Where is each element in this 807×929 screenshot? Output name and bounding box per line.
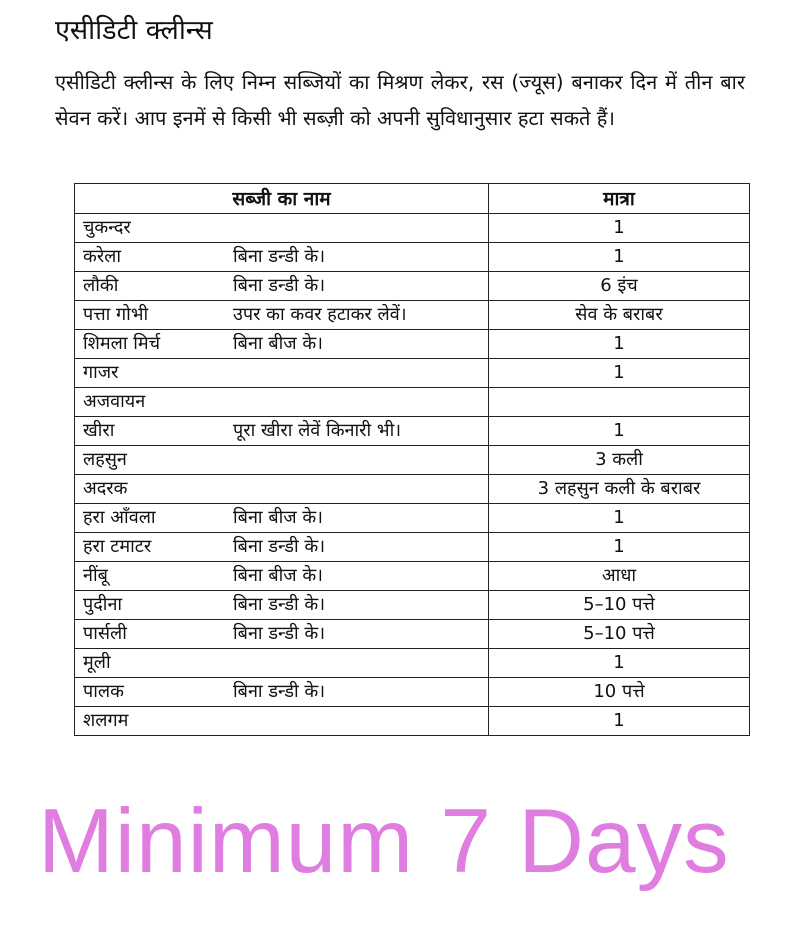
quantity-cell: 1 xyxy=(489,359,750,388)
vegetable-table xyxy=(74,183,750,736)
vegetable-name: लौकी xyxy=(83,275,119,296)
vegetable-cell xyxy=(75,214,489,243)
vegetable-note: बिना बीज के। xyxy=(233,333,323,354)
vegetable-cell xyxy=(75,330,489,359)
quantity-cell: 10 पत्ते xyxy=(489,678,750,707)
vegetable-cell xyxy=(75,272,489,301)
vegetable-cell xyxy=(75,301,489,330)
vegetable-note: बिना डन्डी के। xyxy=(233,681,326,702)
vegetable-cell xyxy=(75,562,489,591)
quantity-cell: 1 xyxy=(489,707,750,736)
vegetable-cell xyxy=(75,533,489,562)
vegetable-name: करेला xyxy=(83,246,122,267)
quantity-cell: सेव के बराबर xyxy=(489,301,750,330)
vegetable-cell xyxy=(75,243,489,272)
vegetable-cell xyxy=(75,707,489,736)
quantity-cell: 5–10 पत्ते xyxy=(489,591,750,620)
table-row xyxy=(75,649,750,678)
table-body xyxy=(75,214,750,736)
table-row xyxy=(75,620,750,649)
vegetable-cell xyxy=(75,417,489,446)
quantity-cell: 3 लहसुन कली के बराबर xyxy=(489,475,750,504)
table-row xyxy=(75,475,750,504)
table-row xyxy=(75,707,750,736)
quantity-cell: 3 कली xyxy=(489,446,750,475)
vegetable-cell xyxy=(75,359,489,388)
table-row xyxy=(75,243,750,272)
vegetable-name: मूली xyxy=(83,652,111,673)
vegetable-note: पूरा खीरा लेवें किनारी भी। xyxy=(233,420,402,441)
header-quantity: मात्रा xyxy=(489,184,750,214)
vegetable-name: खीरा xyxy=(83,420,115,441)
quantity-cell: आधा xyxy=(489,562,750,591)
vegetable-name: गाजर xyxy=(83,362,119,383)
table-row xyxy=(75,359,750,388)
vegetable-note: बिना डन्डी के। xyxy=(233,623,326,644)
quantity-cell: 1 xyxy=(489,504,750,533)
vegetable-note: बिना बीज के। xyxy=(233,507,323,528)
intro-paragraph: एसीडिटी क्लीन्स के लिए निम्न सब्जियों का मिश्रण लेकर, रस (ज्यूस) बनाकर दिन में तीन बार सेवन करें। आप इनमें से किसी भी सब्ज़ी को अपनी सुविधानुसार हटा सकते हैं। xyxy=(55,70,745,130)
table-row xyxy=(75,678,750,707)
quantity-cell: 6 इंच xyxy=(489,272,750,301)
table-header-row xyxy=(75,184,750,214)
vegetable-name: पत्ता गोभी xyxy=(83,304,149,325)
vegetable-name: चुकन्दर xyxy=(83,217,131,238)
table-row xyxy=(75,272,750,301)
vegetable-note: बिना डन्डी के। xyxy=(233,246,326,267)
table-row xyxy=(75,214,750,243)
vegetable-name: पुदीना xyxy=(83,594,123,615)
vegetable-cell xyxy=(75,649,489,678)
vegetable-name: लहसुन xyxy=(83,449,127,470)
quantity-cell: 1 xyxy=(489,214,750,243)
quantity-cell: 1 xyxy=(489,533,750,562)
vegetable-cell xyxy=(75,388,489,417)
vegetable-note: बिना डन्डी के। xyxy=(233,594,326,615)
page-title: एसीडिटी क्लीन्स xyxy=(55,15,213,46)
table-row xyxy=(75,446,750,475)
vegetable-name: पार्सली xyxy=(83,623,127,644)
vegetable-name: हरा टमाटर xyxy=(83,536,152,557)
vegetable-cell xyxy=(75,504,489,533)
table-row xyxy=(75,591,750,620)
vegetable-name: हरा आँवला xyxy=(83,507,156,528)
vegetable-note: उपर का कवर हटाकर लेवें। xyxy=(233,304,407,325)
vegetable-name: शलगम xyxy=(83,710,129,731)
table-row xyxy=(75,388,750,417)
vegetable-cell xyxy=(75,446,489,475)
header-vegetable-name: सब्जी का नाम xyxy=(75,184,489,214)
vegetable-name: नींबू xyxy=(83,565,108,586)
quantity-cell: 1 xyxy=(489,417,750,446)
table-row xyxy=(75,417,750,446)
table-row xyxy=(75,562,750,591)
vegetable-name: अजवायन xyxy=(83,391,146,412)
quantity-cell: 1 xyxy=(489,649,750,678)
table-row xyxy=(75,301,750,330)
vegetable-cell xyxy=(75,475,489,504)
vegetable-cell xyxy=(75,620,489,649)
vegetable-name: शिमला मिर्च xyxy=(83,333,161,354)
vegetable-cell xyxy=(75,678,489,707)
vegetable-cell xyxy=(75,591,489,620)
vegetable-name: पालक xyxy=(83,681,124,702)
table-row xyxy=(75,504,750,533)
quantity-cell xyxy=(489,388,750,417)
quantity-cell: 5–10 पत्ते xyxy=(489,620,750,649)
vegetable-name: अदरक xyxy=(83,478,128,499)
vegetable-note: बिना डन्डी के। xyxy=(233,275,326,296)
table-row xyxy=(75,533,750,562)
vegetable-note: बिना डन्डी के। xyxy=(233,536,326,557)
vegetable-note: बिना बीज के। xyxy=(233,565,323,586)
table-row xyxy=(75,330,750,359)
quantity-cell: 1 xyxy=(489,330,750,359)
quantity-cell: 1 xyxy=(489,243,750,272)
minimum-days-banner: Minimum 7 Days xyxy=(38,791,730,892)
